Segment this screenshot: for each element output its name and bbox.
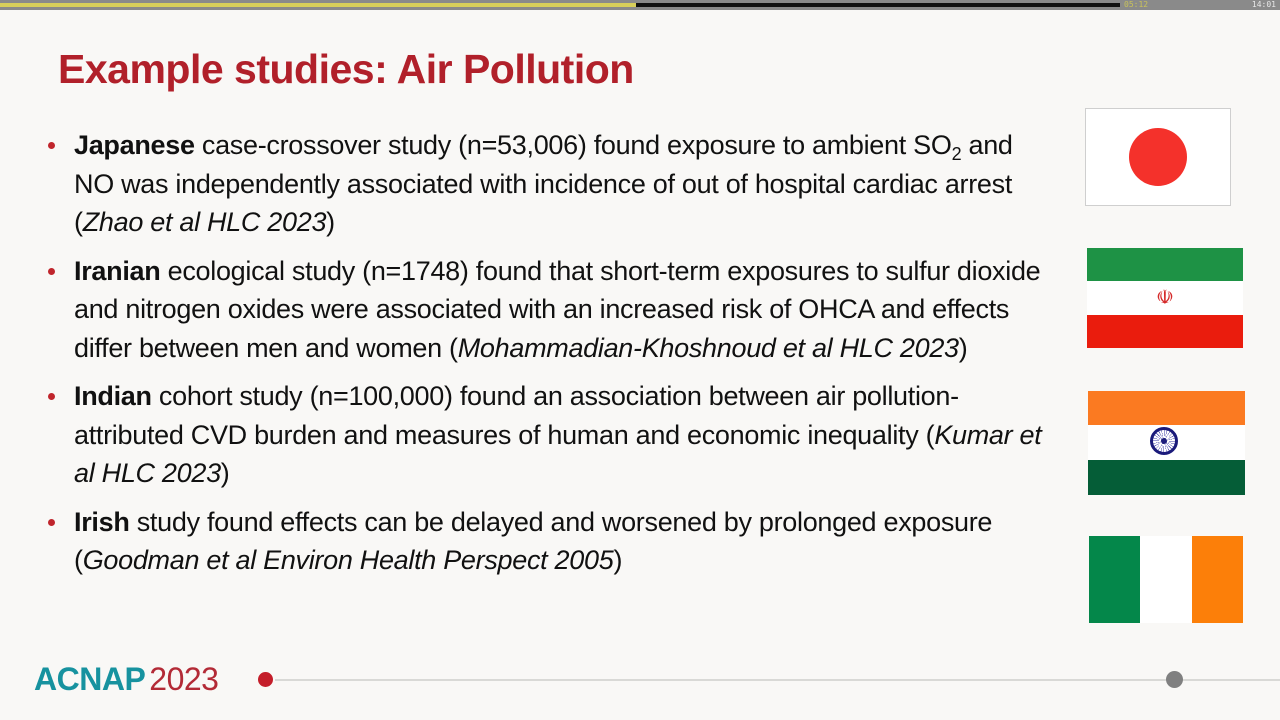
flag-stripe-green: [1088, 460, 1245, 495]
footer-brand-year: 2023: [149, 661, 219, 697]
iran-flag-icon: [1087, 248, 1243, 348]
bullet-country: Indian: [74, 381, 152, 411]
progress-fill: [0, 3, 636, 7]
footer-logo: [34, 659, 218, 699]
india-flag-icon: [1088, 391, 1245, 495]
ashoka-chakra-icon: [1150, 427, 1178, 455]
footer-brand-name: ACNAP: [34, 661, 146, 697]
bullet-dot-icon: [48, 268, 55, 275]
bullet-close-paren: ): [326, 207, 335, 237]
footer-divider: [275, 679, 1280, 681]
bullet-india: [48, 377, 1058, 493]
rising-sun-disc: [1129, 128, 1187, 186]
bullet-dot-icon: [48, 393, 55, 400]
flag-band-orange: [1192, 536, 1243, 623]
bullet-country: Iranian: [74, 255, 161, 286]
flag-stripe-green: [1087, 248, 1243, 281]
bullet-text: and NO was independently associated with incidence of out of hospital cardiac arrest (: [74, 130, 1013, 237]
bullet-close-paren: ): [220, 458, 230, 488]
japan-flag-icon: [1085, 108, 1231, 206]
bullet-citation: Zhao et al HLC 2023: [82, 207, 327, 237]
flag-stripe-saffron: [1088, 391, 1245, 425]
total-time: 14:01: [1251, 0, 1276, 9]
flag-stripe-white: [1088, 425, 1245, 460]
bullet-country: Irish: [74, 506, 130, 537]
bullet-list: [48, 126, 1058, 590]
video-progress-bar[interactable]: [0, 0, 1280, 10]
bullet-text: case-crossover study (n=53,006) found exposure to ambient SO: [194, 130, 952, 160]
flag-stripe-red: [1087, 315, 1243, 348]
bullet-close-paren: ): [613, 545, 623, 575]
bullet-iran: [48, 252, 1058, 368]
bullet-citation: Kumar et al HLC 2023: [74, 419, 1042, 488]
bullet-country: Japanese: [74, 130, 195, 160]
bullet-dot-icon: [48, 519, 55, 526]
bullet-dot-icon: [48, 142, 55, 149]
bullet-citation: Goodman et al Environ Health Perspect 2005: [82, 545, 614, 575]
flag-band-white: [1140, 536, 1191, 623]
elapsed-time: 05:12: [1124, 0, 1149, 9]
bullet-close-paren: ): [958, 332, 968, 363]
footer-red-dot-icon: [258, 672, 273, 687]
bullet-text: ecological study (n=1748) found that short-term exposures to sulfur dioxide and nitrogen oxides were associated with an increased risk of OHCA and effects differ between men and women (: [74, 255, 1041, 363]
ireland-flag-icon: [1089, 536, 1243, 623]
iran-emblem-icon: ☫: [1156, 287, 1174, 309]
subscript: 2: [951, 144, 962, 164]
footer-grey-dot-icon: [1166, 671, 1183, 688]
bullet-citation: Mohammadian-Khoshnoud et al HLC 2023: [457, 332, 959, 363]
flag-stripe-white: [1087, 281, 1243, 315]
bullet-text: cohort study (n=100,000) found an association between air pollution-attributed CVD burden and measures of human and economic inequality (: [74, 381, 959, 450]
flag-band-green: [1089, 536, 1140, 623]
bullet-text: study found effects can be delayed and worsened by prolonged exposure (: [74, 506, 993, 575]
bullet-ireland: [48, 503, 1058, 580]
bullet-japan: [48, 126, 1058, 242]
slide-title: Example studies: Air Pollution: [58, 46, 634, 92]
